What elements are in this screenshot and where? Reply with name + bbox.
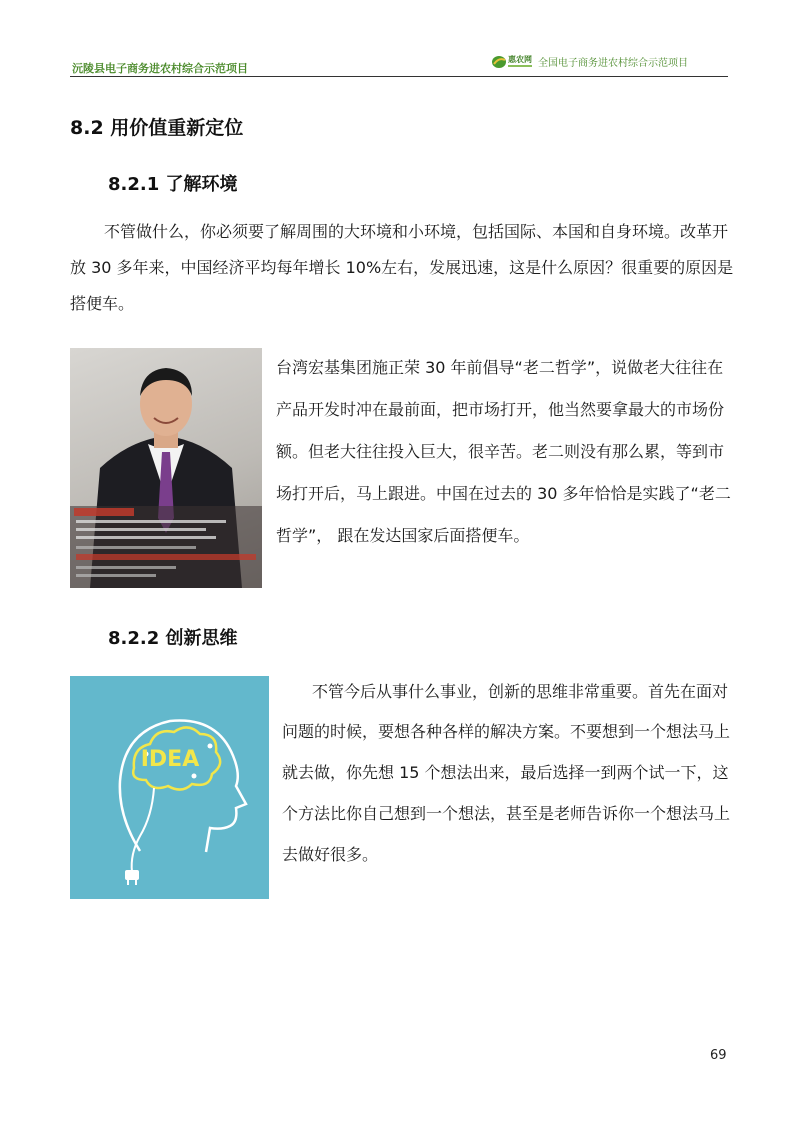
page-number: 69 — [710, 1048, 727, 1063]
innovation-line-1: 不管今后从事什么事业，创新的思维非常重要。首先在面对 — [312, 682, 729, 701]
header-project-title: 沅陵县电子商务进农村综合示范项目 — [72, 62, 248, 75]
header-right-title: 全国电子商务进农村综合示范项目 — [538, 57, 688, 69]
idea-word: IDEA — [140, 747, 200, 772]
section-title: 8.2 用价值重新定位 — [70, 117, 244, 139]
leaf-icon — [490, 51, 534, 71]
subsection-title-environment: 8.2.1 了解环境 — [108, 174, 238, 195]
intro-line-2: 放 30 多年来，中国经济平均每年增长 10%左右，发展迅速，这是什么原因？很重要的原因是 — [70, 258, 734, 277]
header-brand — [490, 50, 730, 72]
subsection-title-innovation: 8.2.2 创新思维 — [108, 628, 238, 649]
idea-illustration — [70, 676, 269, 899]
header-divider — [70, 76, 728, 77]
acer-line-5: 哲学”， 跟在发达国家后面搭便车。 — [276, 526, 530, 545]
intro-line-1: 不管做什么，你必须要了解周围的大环境和小环境，包括国际、本国和自身环境。改革开 — [104, 222, 729, 241]
innovation-line-4: 个方法比你自己想到一个想法，甚至是老师告诉你一个想法马上 — [282, 804, 731, 823]
acer-line-1: 台湾宏基集团施正荣 30 年前倡导“老二哲学”，说做老大往往在 — [276, 358, 724, 377]
innovation-line-3: 就去做，你先想 15 个想法出来，最后选择一到两个试一下，这 — [282, 763, 729, 782]
acer-line-4: 场打开后，马上跟进。中国在过去的 30 多年恰恰是实践了“老二 — [276, 484, 731, 503]
portrait-photo — [70, 348, 262, 588]
innovation-line-2: 问题的时候，要想各种各样的解决方案。不要想到一个想法马上 — [282, 722, 731, 741]
acer-line-3: 额。但老大往往投入巨大，很辛苦。老二则没有那么累，等到市 — [276, 442, 725, 461]
intro-line-3: 搭便车。 — [70, 294, 135, 313]
acer-line-2: 产品开发时冲在最前面，把市场打开，他当然要拿最大的市场份 — [276, 400, 725, 419]
logo-text: 惠农网 — [508, 55, 532, 64]
innovation-line-5: 去做好很多。 — [282, 845, 379, 864]
huinong-logo — [490, 51, 534, 71]
